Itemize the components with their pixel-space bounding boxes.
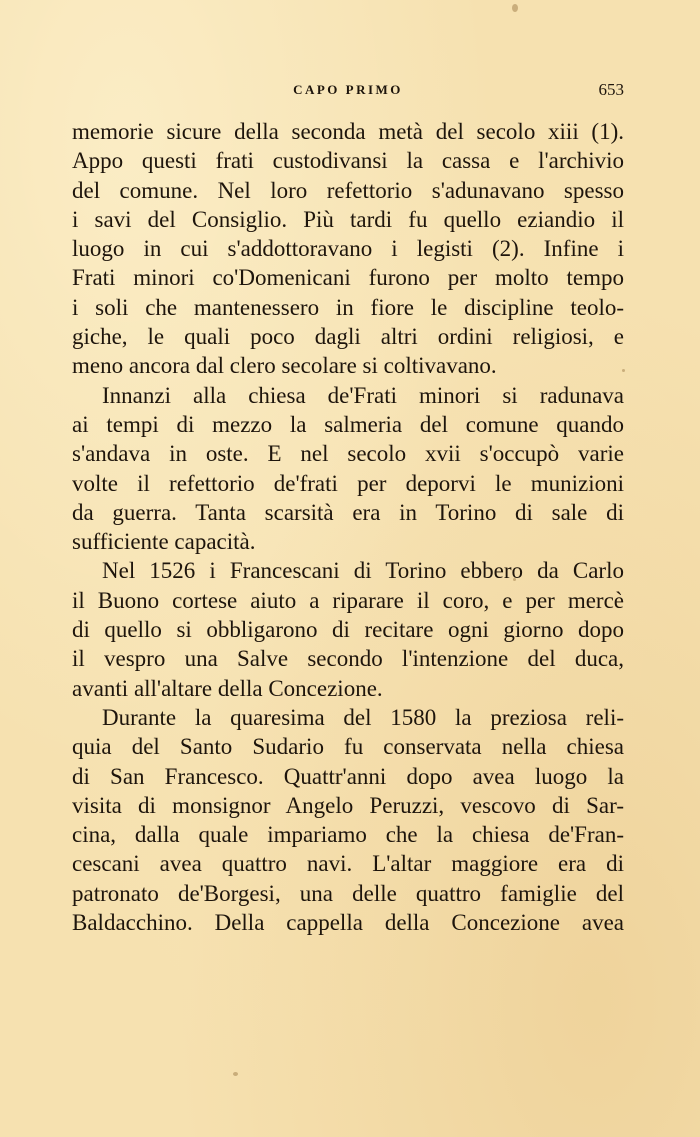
- text-line: quia del Santo Sudario fu conservata nella chiesa: [72, 734, 624, 760]
- paper-speck: [512, 4, 518, 12]
- running-title: CAPO PRIMO: [293, 82, 403, 97]
- text-line: ai tempi di mezzo la salmeria del comune quando: [72, 411, 624, 437]
- text-line: Durante la quaresima del 1580 la preziosa reli-: [102, 704, 624, 730]
- page-header: [72, 80, 624, 100]
- text-line: Baldacchino. Della cappella della Concezione avea: [72, 910, 624, 936]
- text-line: s'andava in oste. E nel secolo xvii s'occupò varie: [72, 441, 624, 467]
- text-line: volte il refettorio de'frati per deporvi le munizioni: [72, 470, 624, 496]
- text-line: di San Francesco. Quattr'anni dopo avea luogo la: [72, 763, 624, 789]
- paper-speck: [233, 1072, 238, 1076]
- text-line: avanti all'altare della Concezione.: [72, 675, 383, 701]
- text-line: del comune. Nel loro refettorio s'adunavano spesso: [72, 177, 624, 203]
- text-line: i soli che mantenessero in fiore le discipline teolo-: [72, 294, 624, 320]
- text-line: memorie sicure della seconda metà del secolo xiii (1).: [72, 119, 624, 144]
- text-line: meno ancora dal clero secolare si coltivavano.: [72, 353, 497, 379]
- text-line: i savi del Consiglio. Più tardi fu quello eziandio il: [72, 206, 624, 232]
- text-line: da guerra. Tanta scarsità era in Torino di sale di: [72, 499, 624, 525]
- text-line: giche, le quali poco dagli altri ordini religiosi, e: [72, 324, 624, 350]
- page-number: 653: [598, 80, 624, 99]
- paper-speck: [622, 369, 625, 372]
- text-line: Frati minori co'Domenicani furono per molto tempo: [72, 265, 624, 291]
- text-line: patronato de'Borgesi, una delle quattro famiglie del: [72, 880, 624, 906]
- text-line: cina, dalla quale impariamo che la chiesa de'Fran-: [72, 822, 624, 848]
- text-line: visita di monsignor Angelo Peruzzi, vescovo di Sar-: [72, 792, 624, 818]
- text-line: il Buono cortese aiuto a riparare il coro, e per mercè: [72, 587, 624, 613]
- text-line: cescani avea quattro navi. L'altar maggiore era di: [72, 851, 624, 877]
- paper-speck: [513, 578, 516, 581]
- text-line: sufficiente capacità.: [72, 529, 256, 555]
- body-text: [72, 117, 624, 937]
- text-line: Appo questi frati custodivansi la cassa e l'archivio: [72, 148, 624, 174]
- text-line: di quello si obbligarono di recitare ogni giorno dopo: [72, 617, 624, 643]
- text-line: luogo in cui s'addottoravano i legisti (2). Infine i: [72, 236, 624, 262]
- text-line: il vespro una Salve secondo l'intenzione del duca,: [72, 646, 624, 672]
- text-line: Nel 1526 i Francescani di Torino ebbero da Carlo: [102, 558, 624, 584]
- text-line: Innanzi alla chiesa de'Frati minori si radunava: [102, 382, 624, 408]
